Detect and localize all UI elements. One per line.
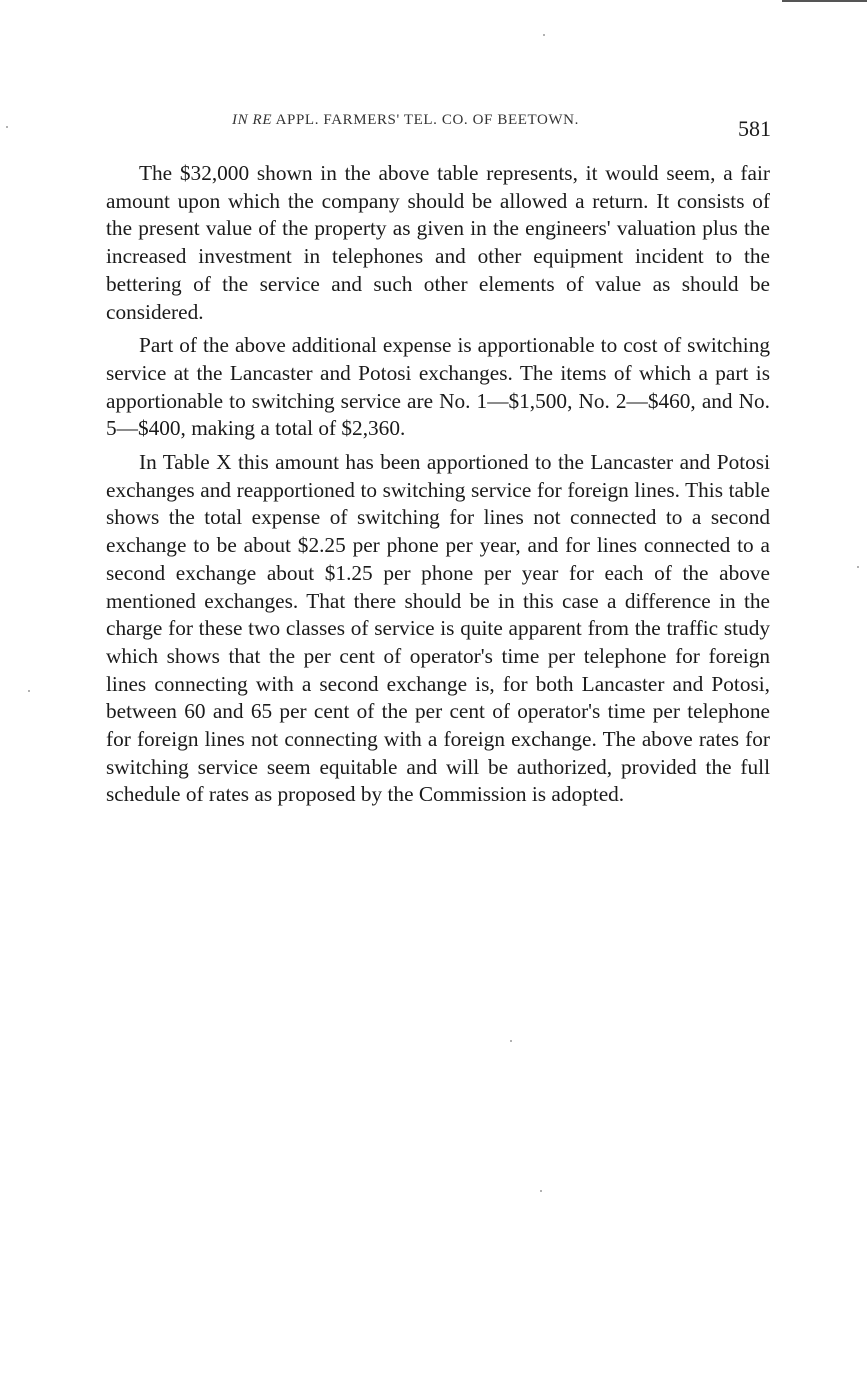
body-text (106, 160, 770, 809)
scan-speck (28, 690, 30, 692)
scan-speck (510, 1040, 512, 1042)
scan-speck (543, 34, 545, 36)
running-head-case: IN RE (232, 112, 273, 128)
paragraph-1: The $32,000 shown in the above table represents, it would seem, a fair amount upon which the company should be allowed a return. It consists of the present value of the property as given in the engineers' valuation plus the increased investment in telephones and other equipment incident to the bettering of the service and such other elements of value as should be considered. (106, 161, 770, 324)
top-edge-rule (782, 0, 867, 2)
running-head (232, 112, 579, 129)
paragraph-3: In Table X this amount has been apportioned to the Lancaster and Potosi exchanges and reapportioned to switching service for foreign lines. This table shows the total expense of switching for lines not connected to a second exchange to be about $2.25 per phone per year, and for lines connected to a second exchange about $1.25 per phone per year for each of the above mentioned exchanges. That there should be in this case a difference in the charge for these two classes of service is quite apparent from the traffic study which shows that the per cent of operator's time per telephone for foreign lines connecting with a second exchange is, for both Lancaster and Potosi, between 60 and 65 per cent of the per cent of operator's time per telephone for foreign lines not connecting with a foreign exchange. The above rates for switching service seem equitable and will be authorized, provided the full schedule of rates as proposed by the Commission is adopted. (106, 450, 770, 807)
running-head-title: APPL. FARMERS' TEL. CO. OF BEETOWN. (275, 112, 579, 128)
paragraph-2: Part of the above additional expense is apportionable to cost of switching service at the Lancaster and Potosi exchanges. The items of which a part is apportionable to switching service are No. 1—$1,500, No. 2—$460, and No. 5—$400, making a total of $2,360. (106, 333, 770, 441)
scan-speck (540, 1190, 542, 1192)
page-number: 581 (738, 116, 771, 141)
scan-speck (857, 566, 859, 568)
scan-speck (6, 126, 8, 128)
